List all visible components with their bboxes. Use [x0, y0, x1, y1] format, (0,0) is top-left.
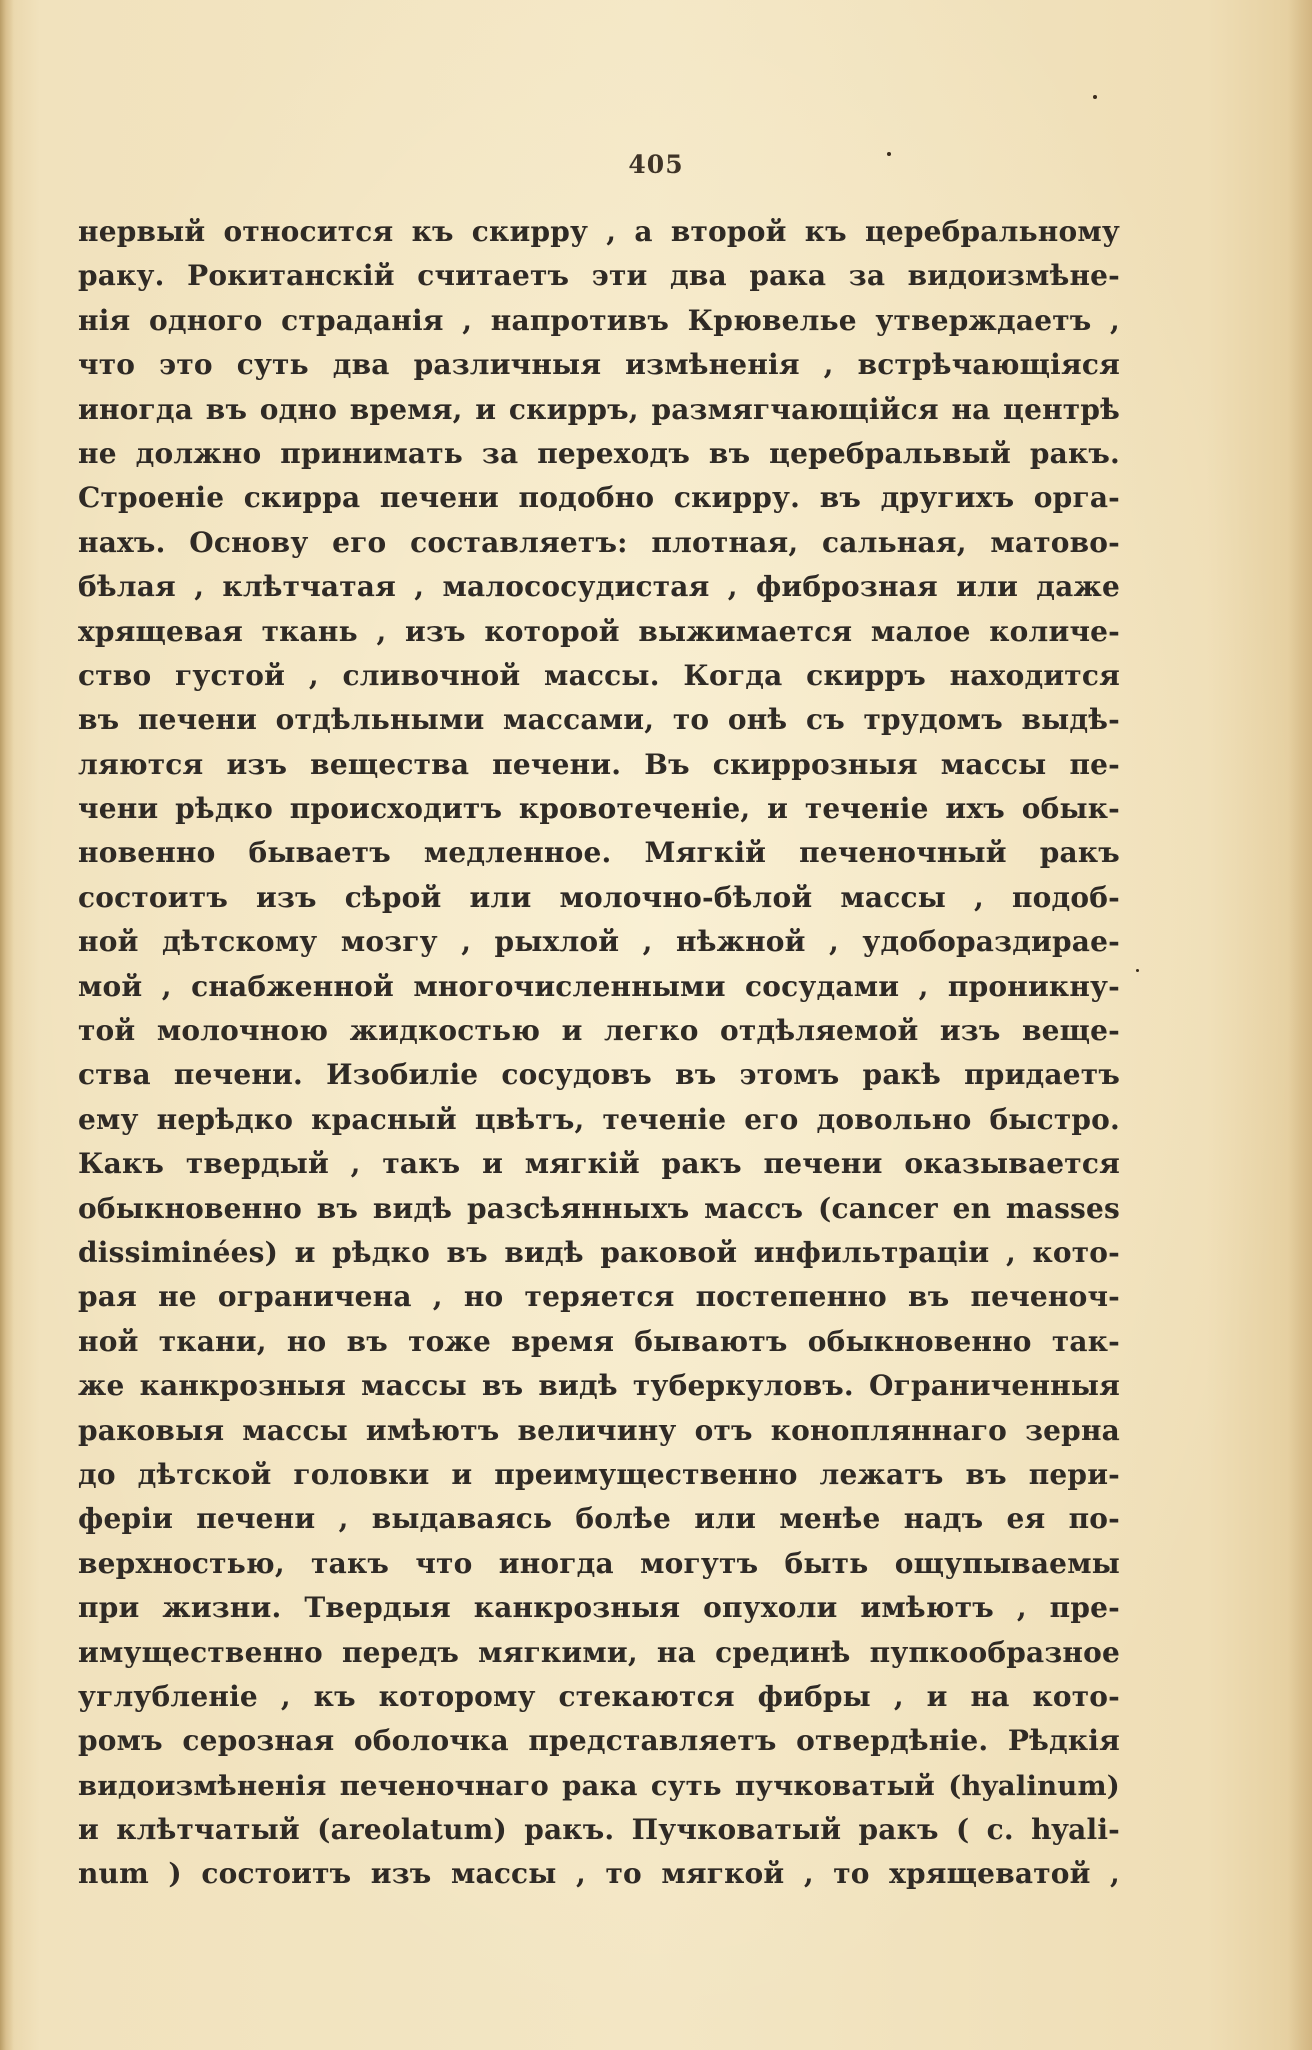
ink-speck [1136, 969, 1139, 972]
text-line: верхностью, такъ что иногда могутъ быть ощупываемы [78, 1546, 1120, 1580]
text-line: ной ткани, но въ тоже время бываютъ обыкновенно так- [78, 1324, 1120, 1358]
text-line: нахъ. Основу его составляетъ: плотная, сальная, матово- [78, 525, 1120, 559]
text-line: что это суть два различныя измѣненія , встрѣчающіяся [78, 348, 1120, 382]
text-line: въ печени отдѣльными массами, то онѣ съ трудомъ выдѣ- [78, 703, 1120, 737]
text-line: видоизмѣненія печеночнаго рака суть пучковатый (hyalinum) [78, 1769, 1120, 1802]
text-line: ромъ серозная оболочка представляетъ отвердѣніе. Рѣдкія [78, 1724, 1120, 1758]
page-left-edge [0, 0, 14, 2050]
text-line: новенно бываетъ медленное. Мягкій печеночный ракъ [78, 836, 1120, 870]
text-line: ной дѣтскому мозгу , рыхлой , нѣжной , удобораздирае- [78, 925, 1120, 959]
text-line: до дѣтской головки и преимущественно лежатъ въ пери- [78, 1457, 1120, 1491]
text-line: той молочною жидкостью и легко отдѣляемой изъ веще- [78, 1014, 1120, 1048]
text-line: нервый относится къ скирру , а второй къ церебральному [78, 215, 1120, 248]
text-line: обыкновенно въ видѣ разсѣянныхъ массъ (cancer en masses [78, 1191, 1120, 1225]
page-right-edge [1288, 0, 1312, 2050]
text-line: бѣлая , клѣтчатая , малососудистая , фиброзная или даже [78, 570, 1120, 604]
text-line: ляются изъ вещества печени. Въ скиррозныя массы пе- [78, 747, 1120, 781]
text-line: ства печени. Изобиліе сосудовъ въ этомъ ракѣ придаетъ [78, 1058, 1120, 1092]
text-line: имущественно передъ мягкими, на срединѣ пупкообразное [78, 1635, 1120, 1669]
text-line: мой , снабженной многочисленными сосудами , проникну- [78, 969, 1120, 1003]
text-line: при жизни. Твердыя канкрозныя опухоли имѣютъ , пре- [78, 1591, 1120, 1625]
text-line: углубленіе , къ которому стекаются фибры , и на кото- [78, 1679, 1120, 1713]
page-number: 405 [628, 150, 684, 179]
text-line: раковыя массы имѣютъ величину отъ конопляннаго зерна [78, 1413, 1120, 1447]
text-line: не должно принимать за переходъ въ церебральвый ракъ. [78, 436, 1120, 470]
text-line: Строеніе скирра печени подобно скирру. въ другихъ орга- [78, 481, 1120, 515]
text-line: иногда въ одно время, и скирръ, размягчающійся на центрѣ [78, 392, 1120, 426]
text-line: num ) состоитъ изъ массы , то мягкой , то хрящеватой , [78, 1857, 1120, 1891]
text-line: ство густой , сливочной массы. Когда скирръ находится [78, 658, 1120, 692]
text-line: dissiminées) и рѣдко въ видѣ раковой инфильтраціи , кото- [78, 1235, 1120, 1269]
text-line: Какъ твердый , такъ и мягкій ракъ печени оказывается [78, 1147, 1120, 1181]
text-line: феріи печени , выдаваясь болѣе или менѣе надъ ея по- [78, 1502, 1120, 1536]
text-line: же канкрозныя массы въ видѣ туберкуловъ. Ограниченныя [78, 1369, 1120, 1403]
text-line: нія одного страданія , напротивъ Крювелье утверждаетъ , [78, 303, 1120, 337]
text-line: ему нерѣдко красный цвѣтъ, теченіе его довольно быстро. [78, 1102, 1120, 1136]
text-line: рая не ограничена , но теряется постепенно въ печеноч- [78, 1280, 1120, 1314]
body-text [78, 210, 1120, 1897]
text-line: чени рѣдко происходитъ кровотеченіе, и теченіе ихъ обык- [78, 792, 1120, 826]
text-line: и клѣтчатый (areolatum) ракъ. Пучковатый ракъ ( c. hyali- [78, 1813, 1120, 1847]
text-line: раку. Рокитанскій считаетъ эти два рака за видоизмѣне- [78, 259, 1120, 293]
ink-speck [1093, 95, 1097, 99]
text-line: хрящевая ткань , изъ которой выжимается малое количе- [78, 614, 1120, 648]
text-line: состоитъ изъ сѣрой или молочно-бѣлой массы , подоб- [78, 880, 1120, 914]
